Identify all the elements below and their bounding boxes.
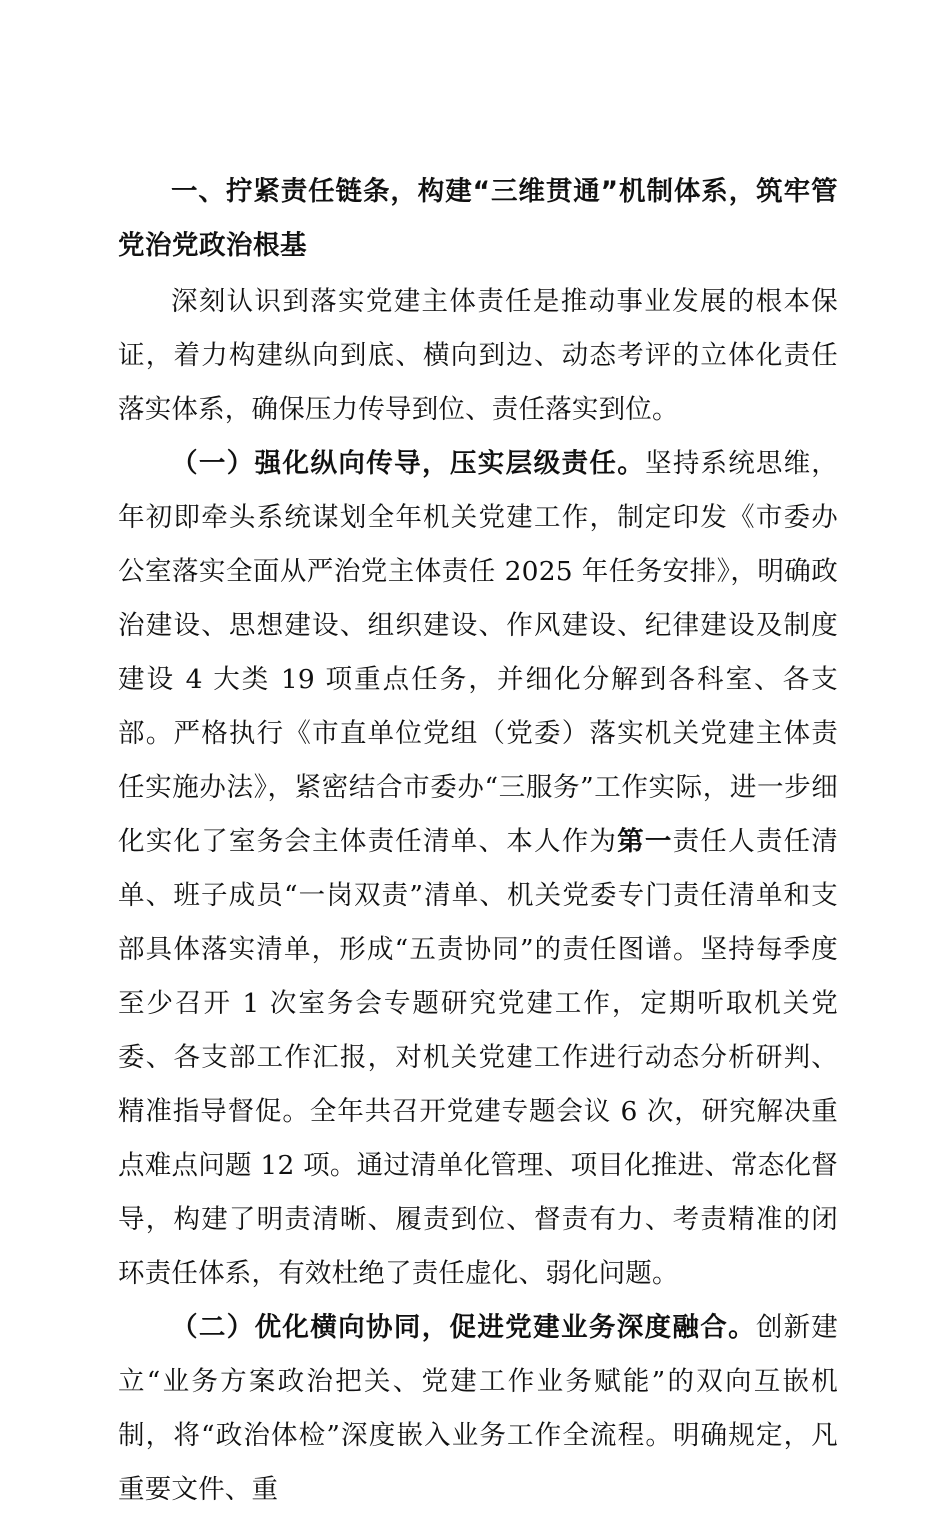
subsection-one-body-part2: 责任人责任清单、班子成员“一岗双责”清单、机关党委专门责任清单和支部具体落实清单，形成“五责协同”的责任图谱。坚持每季度至少召开 1 次室务会专题研究党建工作，定期听取机关党委、各支部工作汇报，对机关党建工作进行动态分析研判、精准指导督促。全年共召开党建专题会议 6 次，研究解决重点难点问题 12 项。通过清单化管理、项目化推进、常态化督导，构建了明责清晰、履责到位、督责有力、考责精准的闭环责任体系，有效杜绝了责任虚化、弱化问题。 <box>118 826 838 1289</box>
document-body <box>118 165 838 1517</box>
subsection-two <box>118 1301 838 1517</box>
section-heading: 一、拧紧责任链条，构建“三维贯通”机制体系，筑牢管党治党政治根基 <box>118 176 838 261</box>
subsection-one-emphasis: 第一 <box>617 826 673 857</box>
paragraph-intro: 深刻认识到落实党建主体责任是推动事业发展的根本保证，着力构建纵向到底、横向到边、动态考评的立体化责任落实体系，确保压力传导到位、责任落实到位。 <box>118 286 838 425</box>
subsection-two-body-part1: 创新建立“业务方案政治把关、党建工作业务赋能”的双向互嵌机制，将“政治体检”深度嵌入业务工作全流程。明确规定，凡重要文件、重 <box>118 1312 838 1505</box>
subsection-one-lead: （一）强化纵向传导，压实层级责任。 <box>171 448 646 479</box>
subsection-one-body-part1: 坚持系统思维，年初即牵头系统谋划全年机关党建工作，制定印发《市委办公室落实全面从严治党主体责任 2025 年任务安排》，明确政治建设、思想建设、组织建设、作风建设、纪律建设及制度建设 4 大类 19 项重点任务，并细化分解到各科室、各支部。严格执行《市直单位党组（党委）落实机关党建主体责任实施办法》，紧密结合市委办“三服务”工作实际，进一步细化实化了室务会主体责任清单、本人作为 <box>118 448 838 857</box>
subsection-one <box>118 437 838 1301</box>
subsection-two-lead: （二）优化横向协同，促进党建业务深度融合。 <box>171 1312 756 1343</box>
